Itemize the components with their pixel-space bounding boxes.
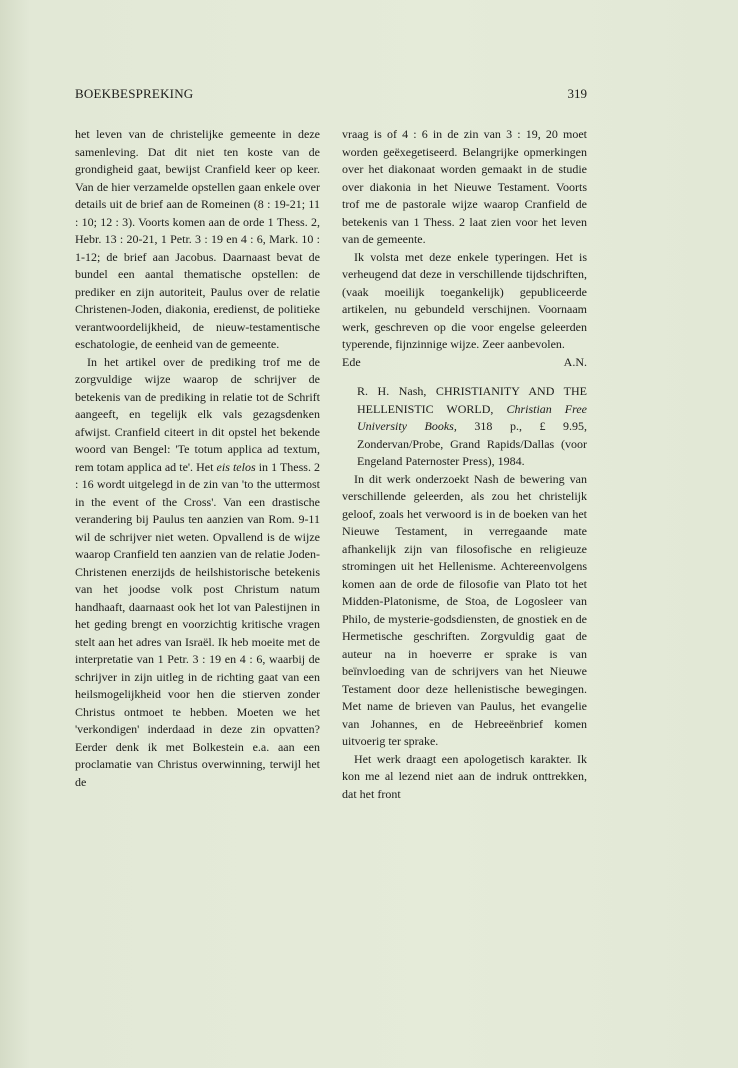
left-paragraph-2 xyxy=(75,354,320,792)
right-paragraph-2: Ik volsta met deze enkele typeringen. Het is verheugend dat deze in verschillende tijdschriften, (vaak moeilijk toegankelijk) gepubliceerde artikelen, nu gebundeld verschijnen. Voornaam werk, geschreven op die voor engelse geleerden typerende, fijnzinnige wijze. Zeer aanbevolen. xyxy=(342,249,587,351)
left-paragraph-2-part-b: in 1 Thess. 2 : 16 wordt uitgelegd in de zin van 'to the uttermost in the event of the Cross'. Van een drastische verandering bij Paulus ten aanzien van Rom. 9-11 wil de schrijver niet weten. Opvallend is de wijze waarop Cranfield ten aanzien van de relatie Joden-Christenen enerzijds de heilshistorische betekenis van het joodse volk post Christum natum handhaaft, daarnaast ook het lot van Palestijnen in het geding brengt en voorzichtig kritische vragen stelt aan het adres van Israël. Ik heb moeite met de interpretatie van 1 Petr. 3 : 19 en 4 : 6, waarbij de schrijver in zijn uitleg in de richting gaat van een heilsmogelijkheid voor hen die stierven zonder Christus ontmoet te hebben. Moeten we het 'verkondigen' inderdaad in deze zin opvatten? Eerder denk ik met Bolkestein e.a. aan een proclamatie van Christus overwinning, terwijl het de xyxy=(75,459,321,789)
right-paragraph-4: Het werk draagt een apologetisch karakter. Ik kon me al lezend niet aan de indruk onttrekken, dat het front xyxy=(342,751,587,801)
italic-term-eis-telos: eis telos xyxy=(216,459,256,474)
book-reference-title: R. H. Nash, CHRISTIANITY AND THE HELLENISTIC WORLD, xyxy=(357,384,587,416)
right-paragraph-3: In dit werk onderzoekt Nash de bewering van verschillende geleerden, als zou het christelijk geloof, zoals het verwoord is in de boeken van het Nieuwe Testament, in verregaande mate afhankelijk zijn van filosofische en religieuze stromingen uit het Hellenisme. Achtereenvolgens komen aan de orde de filosofie van Plato tot het Midden-Platonisme, de Stoa, de Logosleer van Philo, de mysterie-godsdiensten, de gnostiek en de Hermetische geschriften. Zorgvuldig gaat de auteur na in hoeverre er sprake is van beïnvloeding van de schrijvers van het Nieuwe Testament door deze hellenistische bewegingen. Met name de brieven van Paulus, het evangelie van Johannes, en de Hebreeënbrief komen uitvoerig ter sprake. xyxy=(342,471,587,748)
page-number: 319 xyxy=(567,86,587,101)
right-paragraph-1: vraag is of 4 : 6 in de zin van 3 : 19, 20 moet worden geëxegetiseerd. Belangrijke opmerkingen over het diakonaat worden gemaakt in de studie over diakonia in het Nieuwe Testament. Voorts trof me de pastorale wijze waarop Cranfield de betekenis van 1 Thess. 2 laat zien voor het leven van de gemeente. xyxy=(342,127,587,246)
book-reference-series: Christian Free University Books, xyxy=(357,401,587,433)
book-reference-text xyxy=(357,383,587,471)
left-column xyxy=(75,126,320,791)
signature-place: Ede xyxy=(342,354,361,369)
running-head: BOEKBESPREKING xyxy=(75,86,194,101)
right-column xyxy=(342,126,587,803)
book-reference-details: 318 p., £ 9.95, Zondervan/Probe, Grand Rapids/Dallas (voor Engeland Paternoster Press), 1984. xyxy=(357,419,588,468)
signature-initials: A.N. xyxy=(563,354,587,369)
book-reference xyxy=(342,383,587,471)
page-header xyxy=(75,86,587,106)
left-paragraph-1: het leven van de christelijke gemeente in deze samenleving. Dat dit niet ten koste van de grondigheid gaat, bewijst Cranfield keer op keer. Van de hier verzamelde opstellen gaan enkele over details uit de brief aan de Romeinen (8 : 19-21; 11 : 10; 12 : 3). Voorts komen aan de orde 1 Thess. 2, Hebr. 13 : 20-21, 1 Petr. 3 : 19 en 4 : 6, Mark. 10 : 1-12; de brief aan Jacobus. Daarnaast bevat de bundel een aantal thematische opstellen: de prediker en zijn autoriteit, Paulus over de relatie Christenen-Joden, diakonia, eredienst, de politieke verantwoordelijkheid, de nieuw-testamentische eschatologie, de eenheid van de gemeente. xyxy=(75,127,320,351)
left-paragraph-2-part-a: In het artikel over de prediking trof me de zorgvuldige wijze waarop de schrijver de betekenis van de prediking in relatie tot de Schrift aangeeft, en tegelijk elk vals gezagsdenken afwijst. Cranfield citeert in dit opstel het bekende woord van Bengel: 'Te totum applica ad textum, rem totam applica ad te'. Het xyxy=(75,354,320,474)
review-signature xyxy=(342,354,587,372)
